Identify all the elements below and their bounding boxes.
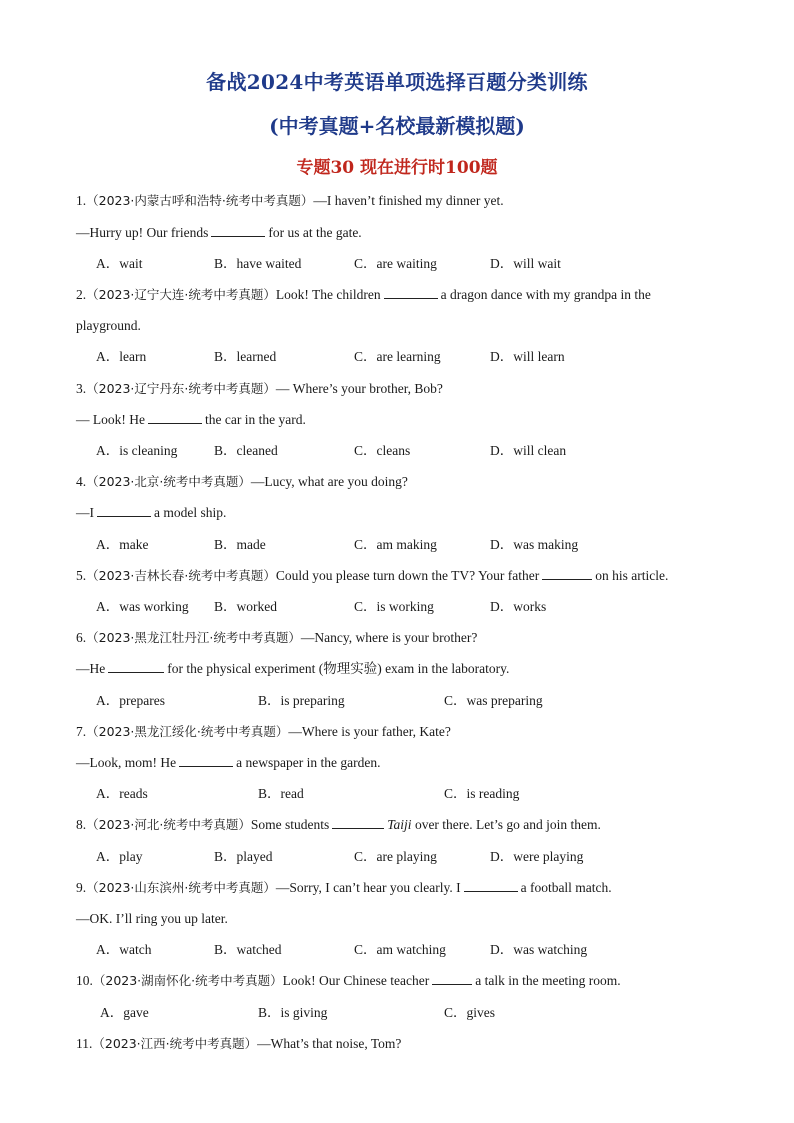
question-line [76, 910, 736, 928]
option-b: B．made [214, 537, 266, 552]
question-source: （2023·山东滨州·统考中考真题） [86, 880, 276, 895]
question-text: on his article. [595, 568, 669, 583]
option-b: B．is giving [258, 1005, 328, 1020]
question-text: —I haven’t finished my dinner yet. [313, 193, 504, 208]
option-a: A．watch [96, 942, 152, 957]
answer-blank [384, 286, 438, 299]
option-a: A．is cleaning [96, 443, 178, 458]
answer-blank [108, 660, 164, 673]
question-text: — Look! He [76, 412, 145, 427]
question-text: over there. Let’s go and join them. [414, 817, 601, 832]
question-line [76, 879, 736, 897]
answer-blank [97, 504, 151, 517]
question-text: —Nancy, where is your brother? [300, 630, 478, 645]
question-line [76, 192, 736, 210]
question-line [76, 1035, 736, 1053]
option-d: D．will learn [490, 349, 565, 364]
question-line [76, 754, 736, 772]
question-text: —He [76, 661, 106, 676]
question-number: 8. [76, 817, 87, 832]
question-line [76, 380, 736, 398]
option-a: A．learn [96, 349, 147, 364]
question-source: （2023·黑龙江绥化·统考中考真题） [86, 724, 289, 739]
option-a: A．was working [96, 599, 189, 614]
option-b: B．worked [214, 599, 277, 614]
question-number: 3. [76, 381, 87, 396]
option-b: B．is preparing [258, 693, 345, 708]
question-number: 5. [76, 568, 87, 583]
option-d: D．works [490, 599, 547, 614]
question-text: — Where’s your brother, Bob? [275, 381, 443, 396]
question-line [76, 972, 736, 990]
option-d: D．was making [490, 537, 579, 552]
question-source: （2023·北京·统考中考真题） [86, 474, 251, 489]
question-text: —What’s that noise, Tom? [257, 1036, 402, 1051]
question-text: —Where is your father, Kate? [288, 724, 451, 739]
question-number: 6. [76, 630, 87, 645]
question-number: 9. [76, 880, 87, 895]
question-source: （2023·吉林长春·统考中考真题） [86, 568, 276, 583]
option-a: A．reads [96, 786, 148, 801]
question-source: （2023·黑龙江牡丹江·统考中考真题） [86, 630, 301, 645]
option-a: A．make [96, 537, 149, 552]
question-number: 11. [76, 1036, 93, 1051]
option-c: C．am watching [354, 942, 446, 957]
question-number: 7. [76, 724, 87, 739]
question-text: a newspaper in the garden. [236, 755, 381, 770]
question-source: （2023·辽宁大连·统考中考真题） [86, 287, 276, 302]
question-text: the car in the yard. [204, 412, 306, 427]
question-line [76, 816, 736, 834]
question-line [76, 473, 736, 491]
document-subtitle: (中考真题+名校最新模拟题) [269, 114, 525, 138]
question-number: 1. [76, 193, 87, 208]
question-source: （2023·湖南怀化·统考中考真题） [92, 973, 283, 988]
document-title: 备战2024中考英语单项选择百题分类训练 [206, 70, 588, 94]
option-c: C．was preparing [444, 693, 543, 708]
question-line [76, 317, 736, 335]
question-text: —Hurry up! Our friends [76, 225, 209, 240]
question-source: （2023·河北·统考中考真题） [86, 817, 251, 832]
question-line [76, 504, 736, 522]
question-line [76, 224, 736, 242]
answer-blank [542, 567, 592, 580]
question-text: —I [76, 505, 94, 520]
option-c: C．am making [354, 537, 437, 552]
italic-term: Taiji [387, 817, 412, 832]
question-line [76, 567, 736, 585]
option-b: B．have waited [214, 256, 302, 271]
question-source: （2023·辽宁丹东·统考中考真题） [86, 381, 276, 396]
question-text: playground. [76, 318, 141, 333]
question-line [76, 411, 736, 429]
question-text: Look! Our Chinese teacher [282, 973, 430, 988]
question-text: for us at the gate. [268, 225, 362, 240]
question-text: —Lucy, what are you doing? [250, 474, 408, 489]
answer-blank [332, 816, 384, 829]
option-b: B．learned [214, 349, 277, 364]
question-text: a football match. [520, 880, 612, 895]
option-c: C．cleans [354, 443, 411, 458]
question-number: 4. [76, 474, 87, 489]
option-a: A．gave [100, 1005, 149, 1020]
option-c: C．is working [354, 599, 434, 614]
option-a: A．play [96, 849, 143, 864]
question-line [76, 629, 736, 647]
topic-heading: 专题30 现在进行时100题 [296, 158, 498, 178]
question-line [76, 660, 736, 678]
question-text: —Sorry, I can’t hear you clearly. I [275, 880, 461, 895]
question-text: a dragon dance with my grandpa in the [440, 287, 651, 302]
question-text: for the physical experiment (物理实验) exam in the laboratory. [167, 661, 510, 676]
option-b: B．cleaned [214, 443, 278, 458]
answer-blank [148, 411, 202, 424]
option-b: B．played [214, 849, 273, 864]
option-b: B．watched [214, 942, 282, 957]
question-line [76, 286, 736, 304]
option-c: C．are learning [354, 349, 441, 364]
question-text: Look! The children [275, 287, 381, 302]
option-c: C．are waiting [354, 256, 437, 271]
question-text: a model ship. [154, 505, 227, 520]
answer-blank [464, 879, 518, 892]
question-text: Could you please turn down the TV? Your father [275, 568, 540, 583]
question-source: （2023·江西·统考中考真题） [92, 1036, 258, 1051]
question-text: —Look, mom! He [76, 755, 177, 770]
answer-blank [211, 224, 265, 237]
option-c: C．gives [444, 1005, 496, 1020]
option-c: C．is reading [444, 786, 520, 801]
question-number: 10. [76, 973, 93, 988]
option-d: D．was watching [490, 942, 588, 957]
answer-blank [432, 972, 472, 985]
option-c: C．are playing [354, 849, 437, 864]
question-text: —OK. I’ll ring you up later. [76, 911, 228, 926]
answer-blank [179, 754, 233, 767]
question-text: Some students [250, 817, 330, 832]
question-line [76, 723, 736, 741]
option-d: D．will wait [490, 256, 561, 271]
option-a: A．wait [96, 256, 143, 271]
option-d: D．will clean [490, 443, 567, 458]
option-a: A．prepares [96, 693, 165, 708]
option-b: B．read [258, 786, 304, 801]
question-number: 2. [76, 287, 87, 302]
question-text: a talk in the meeting room. [475, 973, 621, 988]
question-source: （2023·内蒙古呼和浩特·统考中考真题） [86, 193, 314, 208]
option-d: D．were playing [490, 849, 584, 864]
